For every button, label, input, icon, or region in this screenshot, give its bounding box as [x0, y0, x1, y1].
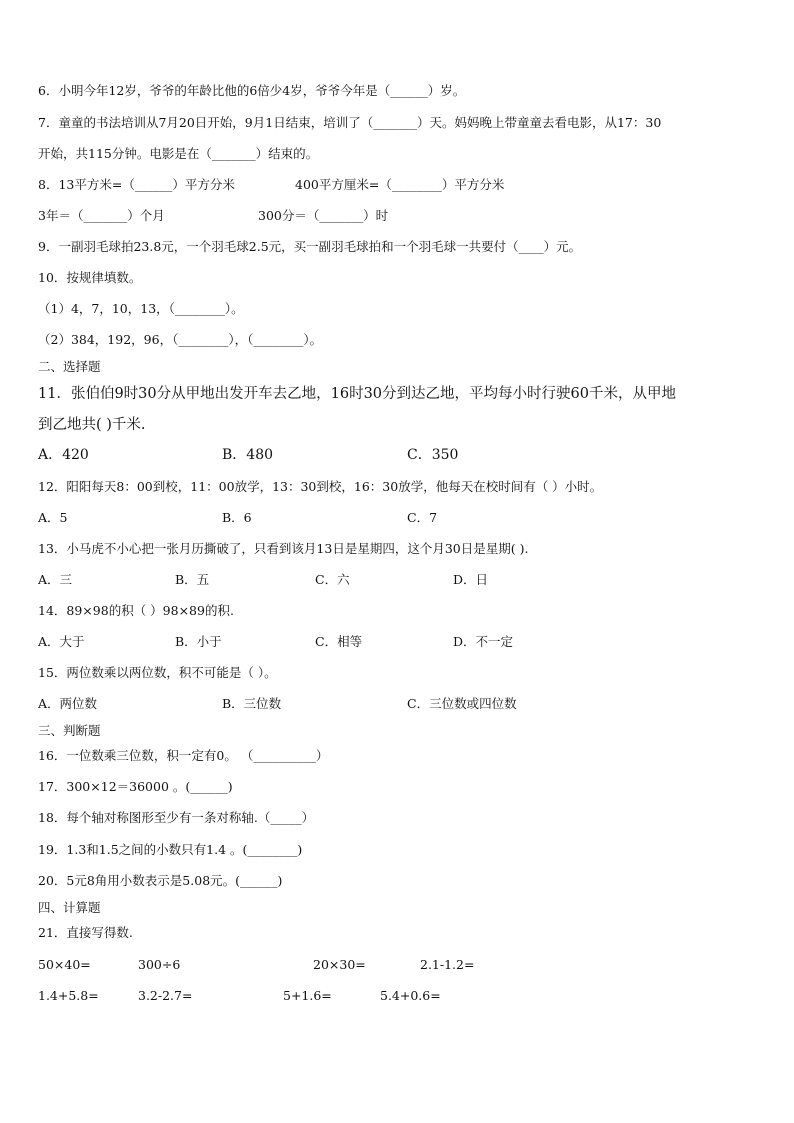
- question-7-line-1: 7．童童的书法培训从7月20日开始，9月1日结束，培训了（_______）天。妈妈晚上带童童去看电影，从17：30: [38, 115, 662, 130]
- question-10-part-2: （2）384，192，96，（________），（________）。: [38, 332, 323, 347]
- question-13-option-a: A．三: [38, 572, 73, 587]
- question-11-option-c: C．350: [407, 447, 459, 463]
- question-13-option-d: D．日: [453, 572, 489, 587]
- calc-item: 2.1-1.2=: [420, 957, 475, 972]
- question-13: 13．小马虎不小心把一张月历撕破了，只看到该月13日是星期四，这个月30日是星期( ).: [38, 541, 529, 556]
- question-8-part-a: 8．13平方米=（______）平方分米: [38, 177, 235, 192]
- question-15-option-a: A．两位数: [38, 696, 98, 711]
- question-15-option-c: C．三位数或四位数: [407, 696, 517, 711]
- question-14-option-c: C．相等: [315, 634, 363, 649]
- question-13-option-b: B．五: [175, 572, 210, 587]
- question-7-line-2: 开始，共115分钟。电影是在（_______）结束的。: [38, 146, 319, 161]
- question-12-option-a: A．5: [38, 510, 68, 525]
- question-8-part-d: 300分＝（_______）时: [258, 208, 389, 223]
- calc-item: 300÷6: [138, 957, 181, 972]
- calc-item: 3.2-2.7=: [138, 988, 193, 1003]
- question-14-option-b: B．小于: [175, 634, 222, 649]
- question-16: 16．一位数乘三位数，积一定有0。 （__________）: [38, 748, 329, 763]
- question-14: 14．89×98的积（ ）98×89的积.: [38, 603, 234, 618]
- question-15-option-b: B．三位数: [222, 696, 282, 711]
- question-13-option-c: C．六: [315, 572, 350, 587]
- question-19: 19．1.3和1.5之间的小数只有1.4 。(________): [38, 842, 303, 857]
- calc-item: 20×30=: [313, 957, 366, 972]
- section-heading-judgment: 三、判断题: [38, 723, 101, 738]
- section-heading-choice: 二、选择题: [38, 359, 101, 374]
- question-17: 17．300×12＝36000 。(______): [38, 779, 233, 794]
- question-14-option-a: A．大于: [38, 634, 85, 649]
- question-12: 12．阳阳每天8：00到校，11：00放学，13：30到校，16：30放学，他每天在校时间有（ ）小时。: [38, 479, 603, 494]
- calc-item: 5+1.6=: [283, 988, 332, 1003]
- question-15: 15．两位数乘以两位数，积不可能是（ ）。: [38, 665, 277, 680]
- question-8-part-c: 3年＝（_______）个月: [38, 208, 165, 223]
- question-12-option-b: B．6: [222, 510, 252, 525]
- calc-item: 50×40=: [38, 957, 91, 972]
- calc-item: 1.4+5.8=: [38, 988, 99, 1003]
- question-6: 6．小明今年12岁，爷爷的年龄比他的6倍少4岁，爷爷今年是（______）岁。: [38, 83, 466, 98]
- question-10-part-1: （1）4，7，10，13，（________）。: [38, 301, 244, 316]
- question-12-option-c: C．7: [407, 510, 438, 525]
- question-20: 20．5元8角用小数表示是5.08元。(______): [38, 873, 283, 888]
- section-heading-calculation: 四、计算题: [38, 900, 101, 915]
- question-21: 21．直接写得数.: [38, 925, 133, 940]
- calc-item: 5.4+0.6=: [380, 988, 441, 1003]
- question-11-option-a: A．420: [38, 447, 89, 463]
- question-9: 9．一副羽毛球拍23.8元，一个羽毛球2.5元，买一副羽毛球拍和一个羽毛球一共要付（____）元。: [38, 239, 582, 254]
- question-18: 18．每个轴对称图形至少有一条对称轴.（_____）: [38, 810, 315, 825]
- question-10: 10．按规律填数。: [38, 270, 142, 285]
- question-11-line-1: 11．张伯伯9时30分从甲地出发开车去乙地，16时30分到达乙地，平均每小时行驶60千米，从甲地: [38, 386, 676, 402]
- question-8-part-b: 400平方厘米=（________）平方分米: [295, 177, 505, 192]
- question-14-option-d: D．不一定: [453, 634, 514, 649]
- question-11-line-2: 到乙地共( )千米.: [38, 417, 146, 433]
- question-11-option-b: B．480: [222, 447, 274, 463]
